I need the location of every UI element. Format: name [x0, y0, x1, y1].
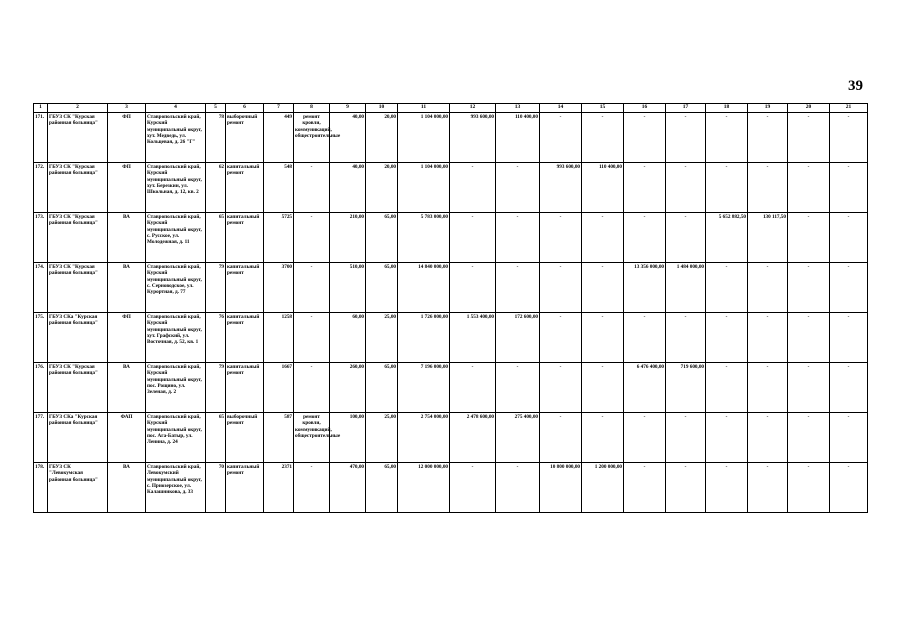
- cell-col-18: -: [706, 413, 748, 463]
- column-header-20: 20: [788, 104, 830, 113]
- cell-col-11: 14 840 000,00: [398, 263, 450, 313]
- cell-col-2: ГБУЗ СК "Левокумская районная больница": [48, 463, 108, 513]
- column-header-18: 18: [706, 104, 748, 113]
- cell-col-13: -: [496, 363, 540, 413]
- cell-col-5: 79: [206, 263, 226, 313]
- cell-col-19: -: [748, 113, 788, 163]
- cell-col-6: капитальный ремонт: [226, 263, 264, 313]
- column-header-5: 5: [206, 104, 226, 113]
- cell-col-3: ВА: [108, 463, 146, 513]
- cell-col-9: 260,00: [330, 363, 366, 413]
- cell-col-21: -: [830, 163, 868, 213]
- cell-col-2: ГБУЗ СК "Курская районная больница": [48, 163, 108, 213]
- cell-col-7: 548: [264, 163, 294, 213]
- table-row: [34, 363, 868, 413]
- cell-col-16: 13 356 000,00: [624, 263, 666, 313]
- cell-col-11: 1 104 000,00: [398, 163, 450, 213]
- cell-col-17: -: [666, 413, 706, 463]
- cell-col-19: -: [748, 413, 788, 463]
- cell-col-5: 62: [206, 163, 226, 213]
- cell-col-10: 20,00: [366, 163, 398, 213]
- cell-col-20: -: [788, 163, 830, 213]
- cell-col-21: -: [830, 213, 868, 263]
- cell-col-12: 1 553 400,00: [450, 313, 496, 363]
- cell-col-7: 5725: [264, 213, 294, 263]
- cell-col-8: ремонт кровли, коммуникаций, общестроительные: [294, 113, 330, 163]
- cell-col-14: -: [540, 213, 582, 263]
- cell-col-10: 65,00: [366, 463, 398, 513]
- cell-col-6: капитальный ремонт: [226, 313, 264, 363]
- cell-col-18: -: [706, 113, 748, 163]
- cell-col-16: -: [624, 163, 666, 213]
- cell-col-9: 60,00: [330, 313, 366, 363]
- cell-col-8: -: [294, 313, 330, 363]
- column-header-14: 14: [540, 104, 582, 113]
- cell-col-13: -: [496, 463, 540, 513]
- cell-col-2: ГБУЗ СК "Курская районная больница": [48, 113, 108, 163]
- cell-col-8: -: [294, 213, 330, 263]
- cell-col-18: -: [706, 463, 748, 513]
- cell-col-6: выборочный ремонт: [226, 113, 264, 163]
- cell-col-19: -: [748, 463, 788, 513]
- table-row: [34, 313, 868, 363]
- cell-col-5: 76: [206, 313, 226, 363]
- cell-col-17: 719 600,00: [666, 363, 706, 413]
- register-table: [33, 103, 868, 513]
- cell-col-11: 1 104 000,00: [398, 113, 450, 163]
- cell-col-11: 7 196 000,00: [398, 363, 450, 413]
- cell-col-19: -: [748, 313, 788, 363]
- cell-col-12: -: [450, 163, 496, 213]
- cell-col-10: 65,00: [366, 263, 398, 313]
- header-row: [34, 104, 868, 113]
- cell-col-14: -: [540, 113, 582, 163]
- table-row: [34, 113, 868, 163]
- cell-col-10: 65,00: [366, 213, 398, 263]
- cell-col-14: -: [540, 413, 582, 463]
- cell-col-20: -: [788, 363, 830, 413]
- cell-col-4: Ставропольский край, Курский муниципальный округ, с. Серноводское, ул. Курортная, д. 77: [146, 263, 206, 313]
- cell-col-13: 275 400,00: [496, 413, 540, 463]
- cell-col-15: -: [582, 313, 624, 363]
- cell-col-16: -: [624, 313, 666, 363]
- cell-col-4: Ставропольский край, Курский муниципальный округ, пос. Рощино, ул. Зеленая, д. 2: [146, 363, 206, 413]
- column-header-7: 7: [264, 104, 294, 113]
- cell-col-12: 2 478 600,00: [450, 413, 496, 463]
- cell-col-7: 1667: [264, 363, 294, 413]
- cell-col-13: 172 600,00: [496, 313, 540, 363]
- column-header-12: 12: [450, 104, 496, 113]
- cell-col-8: -: [294, 163, 330, 213]
- cell-col-17: -: [666, 463, 706, 513]
- column-header-9: 9: [330, 104, 366, 113]
- cell-col-14: 993 600,00: [540, 163, 582, 213]
- cell-col-14: 10 800 000,00: [540, 463, 582, 513]
- cell-col-3: ВА: [108, 263, 146, 313]
- cell-col-12: -: [450, 463, 496, 513]
- cell-col-14: -: [540, 363, 582, 413]
- cell-col-4: Ставропольский край, Курский муниципальный округ, с. Русское, ул. Молодежная, д. 11: [146, 213, 206, 263]
- table-row: [34, 413, 868, 463]
- cell-col-10: 65,00: [366, 363, 398, 413]
- cell-col-2: ГБУЗ СК "Курская районная больница": [48, 263, 108, 313]
- cell-col-5: 65: [206, 413, 226, 463]
- cell-col-3: ВА: [108, 213, 146, 263]
- cell-col-16: 6 476 400,00: [624, 363, 666, 413]
- cell-col-1: 174.: [34, 263, 48, 313]
- cell-col-21: -: [830, 363, 868, 413]
- table-row: [34, 163, 868, 213]
- cell-col-14: -: [540, 313, 582, 363]
- cell-col-5: 79: [206, 363, 226, 413]
- cell-col-11: 1 726 000,00: [398, 313, 450, 363]
- table-row: [34, 463, 868, 513]
- cell-col-19: -: [748, 363, 788, 413]
- cell-col-13: 110 400,00: [496, 113, 540, 163]
- cell-col-21: -: [830, 263, 868, 313]
- cell-col-12: -: [450, 263, 496, 313]
- cell-col-18: -: [706, 163, 748, 213]
- column-header-8: 8: [294, 104, 330, 113]
- cell-col-7: 1258: [264, 313, 294, 363]
- cell-col-18: -: [706, 363, 748, 413]
- cell-col-3: ФАП: [108, 413, 146, 463]
- page-number: 39: [848, 78, 863, 94]
- cell-col-19: 130 117,50: [748, 213, 788, 263]
- cell-col-12: -: [450, 363, 496, 413]
- cell-col-6: капитальный ремонт: [226, 463, 264, 513]
- cell-col-10: 25,00: [366, 413, 398, 463]
- table-row: [34, 263, 868, 313]
- cell-col-8: ремонт кровли, коммуникаций, общестроительные: [294, 413, 330, 463]
- cell-col-1: 172.: [34, 163, 48, 213]
- cell-col-18: -: [706, 313, 748, 363]
- cell-col-15: -: [582, 213, 624, 263]
- cell-col-17: 1 484 000,00: [666, 263, 706, 313]
- cell-col-1: 171.: [34, 113, 48, 163]
- cell-col-9: 40,00: [330, 163, 366, 213]
- cell-col-7: 449: [264, 113, 294, 163]
- cell-col-20: -: [788, 263, 830, 313]
- cell-col-7: 587: [264, 413, 294, 463]
- cell-col-7: 2371: [264, 463, 294, 513]
- cell-col-13: -: [496, 163, 540, 213]
- cell-col-8: -: [294, 263, 330, 313]
- column-header-1: 1: [34, 104, 48, 113]
- cell-col-21: -: [830, 463, 868, 513]
- cell-col-15: 110 400,00: [582, 163, 624, 213]
- cell-col-3: ФП: [108, 163, 146, 213]
- cell-col-20: -: [788, 113, 830, 163]
- column-header-19: 19: [748, 104, 788, 113]
- cell-col-20: -: [788, 463, 830, 513]
- cell-col-7: 3700: [264, 263, 294, 313]
- cell-col-12: 993 600,00: [450, 113, 496, 163]
- cell-col-11: 12 000 000,00: [398, 463, 450, 513]
- cell-col-15: -: [582, 263, 624, 313]
- cell-col-8: -: [294, 363, 330, 413]
- cell-col-1: 173.: [34, 213, 48, 263]
- column-header-3: 3: [108, 104, 146, 113]
- cell-col-17: -: [666, 213, 706, 263]
- table-row: [34, 213, 868, 263]
- cell-col-4: Ставропольский край, Курский муниципальный округ, хут. Медведь, ул. Кольцевая, д. 26 "Г": [146, 113, 206, 163]
- cell-col-15: -: [582, 113, 624, 163]
- cell-col-18: 5 652 882,50: [706, 213, 748, 263]
- cell-col-9: 470,00: [330, 463, 366, 513]
- cell-col-21: -: [830, 413, 868, 463]
- cell-col-20: -: [788, 213, 830, 263]
- cell-col-20: -: [788, 413, 830, 463]
- cell-col-16: -: [624, 413, 666, 463]
- cell-col-4: Ставропольский край, Курский муниципальный округ, хут. Березкин, ул. Школьная, д. 12, кв. 2: [146, 163, 206, 213]
- cell-col-8: -: [294, 463, 330, 513]
- cell-col-1: 175.: [34, 313, 48, 363]
- cell-col-11: 5 783 000,00: [398, 213, 450, 263]
- cell-col-17: -: [666, 163, 706, 213]
- column-header-6: 6: [226, 104, 264, 113]
- cell-col-16: -: [624, 113, 666, 163]
- cell-col-6: капитальный ремонт: [226, 163, 264, 213]
- cell-col-5: 78: [206, 113, 226, 163]
- cell-col-5: 70: [206, 463, 226, 513]
- cell-col-15: 1 200 000,00: [582, 463, 624, 513]
- column-header-21: 21: [830, 104, 868, 113]
- cell-col-19: -: [748, 163, 788, 213]
- cell-col-20: -: [788, 313, 830, 363]
- column-header-11: 11: [398, 104, 450, 113]
- cell-col-4: Ставропольский край, Левокумский муниципальный округ, с. Приозерское, ул. Калашникова, д. 33: [146, 463, 206, 513]
- column-header-10: 10: [366, 104, 398, 113]
- cell-col-17: -: [666, 313, 706, 363]
- column-header-15: 15: [582, 104, 624, 113]
- cell-col-12: -: [450, 213, 496, 263]
- column-header-17: 17: [666, 104, 706, 113]
- cell-col-9: 100,00: [330, 413, 366, 463]
- column-header-2: 2: [48, 104, 108, 113]
- column-header-4: 4: [146, 104, 206, 113]
- cell-col-9: 210,00: [330, 213, 366, 263]
- cell-col-5: 65: [206, 213, 226, 263]
- cell-col-13: -: [496, 213, 540, 263]
- column-header-16: 16: [624, 104, 666, 113]
- cell-col-19: -: [748, 263, 788, 313]
- cell-col-1: 178.: [34, 463, 48, 513]
- cell-col-17: -: [666, 113, 706, 163]
- cell-col-1: 177.: [34, 413, 48, 463]
- column-header-13: 13: [496, 104, 540, 113]
- cell-col-6: выборочный ремонт: [226, 413, 264, 463]
- cell-col-4: Ставропольский край, Курский муниципальный округ, пос. Ага-Батыр, ул. Ленина, д. 24: [146, 413, 206, 463]
- cell-col-15: -: [582, 413, 624, 463]
- cell-col-9: 510,00: [330, 263, 366, 313]
- cell-col-1: 176.: [34, 363, 48, 413]
- cell-col-16: -: [624, 463, 666, 513]
- cell-col-3: ФП: [108, 113, 146, 163]
- cell-col-2: ГБУЗ СК "Курская районная больница": [48, 213, 108, 263]
- cell-col-18: -: [706, 263, 748, 313]
- cell-col-9: 40,00: [330, 113, 366, 163]
- cell-col-15: -: [582, 363, 624, 413]
- cell-col-10: 20,00: [366, 113, 398, 163]
- cell-col-3: ВА: [108, 363, 146, 413]
- cell-col-2: ГБУЗ СКа "Курская районная больница": [48, 313, 108, 363]
- cell-col-13: -: [496, 263, 540, 313]
- cell-col-6: капитальный ремонт: [226, 363, 264, 413]
- cell-col-21: -: [830, 113, 868, 163]
- cell-col-4: Ставропольский край, Курский муниципальный округ, хут. Графский, ул. Восточная, д. 52, кв. 1: [146, 313, 206, 363]
- cell-col-3: ФП: [108, 313, 146, 363]
- cell-col-2: ГБУЗ СКа "Курская районная больница": [48, 413, 108, 463]
- cell-col-14: -: [540, 263, 582, 313]
- cell-col-2: ГБУЗ СК "Курская районная больница": [48, 363, 108, 413]
- cell-col-21: -: [830, 313, 868, 363]
- cell-col-11: 2 754 000,00: [398, 413, 450, 463]
- cell-col-6: капитальный ремонт: [226, 213, 264, 263]
- cell-col-10: 25,00: [366, 313, 398, 363]
- cell-col-16: -: [624, 213, 666, 263]
